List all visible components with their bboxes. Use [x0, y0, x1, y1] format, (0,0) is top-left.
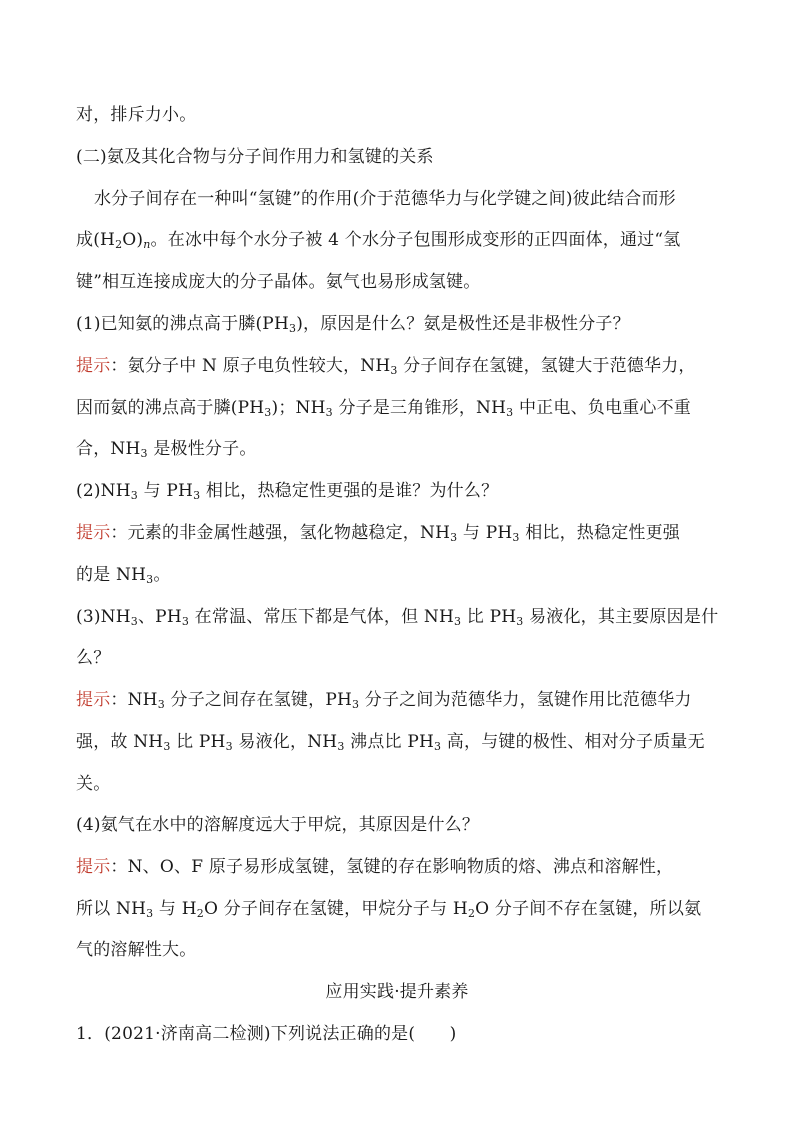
- hint-line: 提示：N、O、F 原子易形成氢键，氢键的存在影响物质的熔、沸点和溶解性，: [76, 857, 674, 877]
- hint-label: 提示: [76, 356, 111, 376]
- section-heading: (二)氨及其化合物与分子间作用力和氢键的关系: [76, 147, 434, 167]
- paragraph-line: 键”相互连接成庞大的分子晶体。氨气也易形成氢键。: [76, 272, 481, 292]
- hint-label: 提示: [76, 857, 111, 877]
- hint-line: 强，故 $NH_3$ 比 $PH_3$ 易液化，$NH_3$ 沸点比 $PH_3$ 高，与键的极性、相对分子质量无: [76, 732, 705, 753]
- paragraph-line: 成$(H_2O)_n$。在冰中每个水分子被 4 个水分子包围形成变形的正四面体，通过“氢: [76, 230, 681, 251]
- hint-line: 提示：$NH_3$ 分子之间存在氢键，$PH_3$ 分子之间为范德华力，氢键作用比范德华力: [76, 690, 692, 711]
- question-3: $(3)NH_3$、$PH_3$ 在常温、常压下都是气体，但 $NH_3$ 比 $PH_3$ 易液化，其主要原因是什: [76, 607, 719, 628]
- question-3-cont: 么？: [76, 648, 111, 668]
- hint-line: 因而氨的沸点高于膦$(PH_3)$；$NH_3$ 分子是三角锥形，$NH_3$ 中正电、负电重心不重: [76, 398, 691, 419]
- hint-line: 提示：氨分子中 N 原子电负性较大，$NH_3$ 分子间存在氢键，氢键大于范德华力，: [76, 356, 696, 377]
- text-line: 对，排斥力小。: [76, 105, 197, 125]
- hint-line: 合，$NH_3$ 是极性分子。: [76, 439, 257, 460]
- hint-line: 的是 $NH_3$。: [76, 565, 171, 586]
- paragraph-line: 水分子间存在一种叫“氢键”的作用(介于范德华力与化学键之间)彼此结合而形: [94, 189, 676, 209]
- hint-line: 气的溶解性大。: [76, 940, 197, 960]
- hint-line: 所以 $NH_3$ 与 $H_2O$ 分子间存在氢键，甲烷分子与 $H_2O$ 分子间不存在氢键，所以氨: [76, 899, 702, 920]
- section-title: 应用实践·提升素养: [325, 982, 469, 1002]
- question-2: $(2)NH_3$ 与 $PH_3$ 相比，热稳定性更强的是谁？为什么？: [76, 481, 499, 502]
- exercise-question: 1．(2021·济南高二检测)下列说法正确的是( ): [76, 1024, 457, 1044]
- question-1: (1)已知氨的沸点高于膦$(PH_3)$，原因是什么？氨是极性还是非极性分子？: [76, 314, 630, 335]
- hint-label: 提示: [76, 523, 111, 543]
- hint-line: 关。: [76, 774, 111, 794]
- question-4: (4)氨气在水中的溶解度远大于甲烷，其原因是什么？: [76, 815, 480, 835]
- hint-line: 提示：元素的非金属性越强，氢化物越稳定，$NH_3$ 与 $PH_3$ 相比，热稳定性更强: [76, 523, 680, 544]
- hint-label: 提示: [76, 690, 111, 710]
